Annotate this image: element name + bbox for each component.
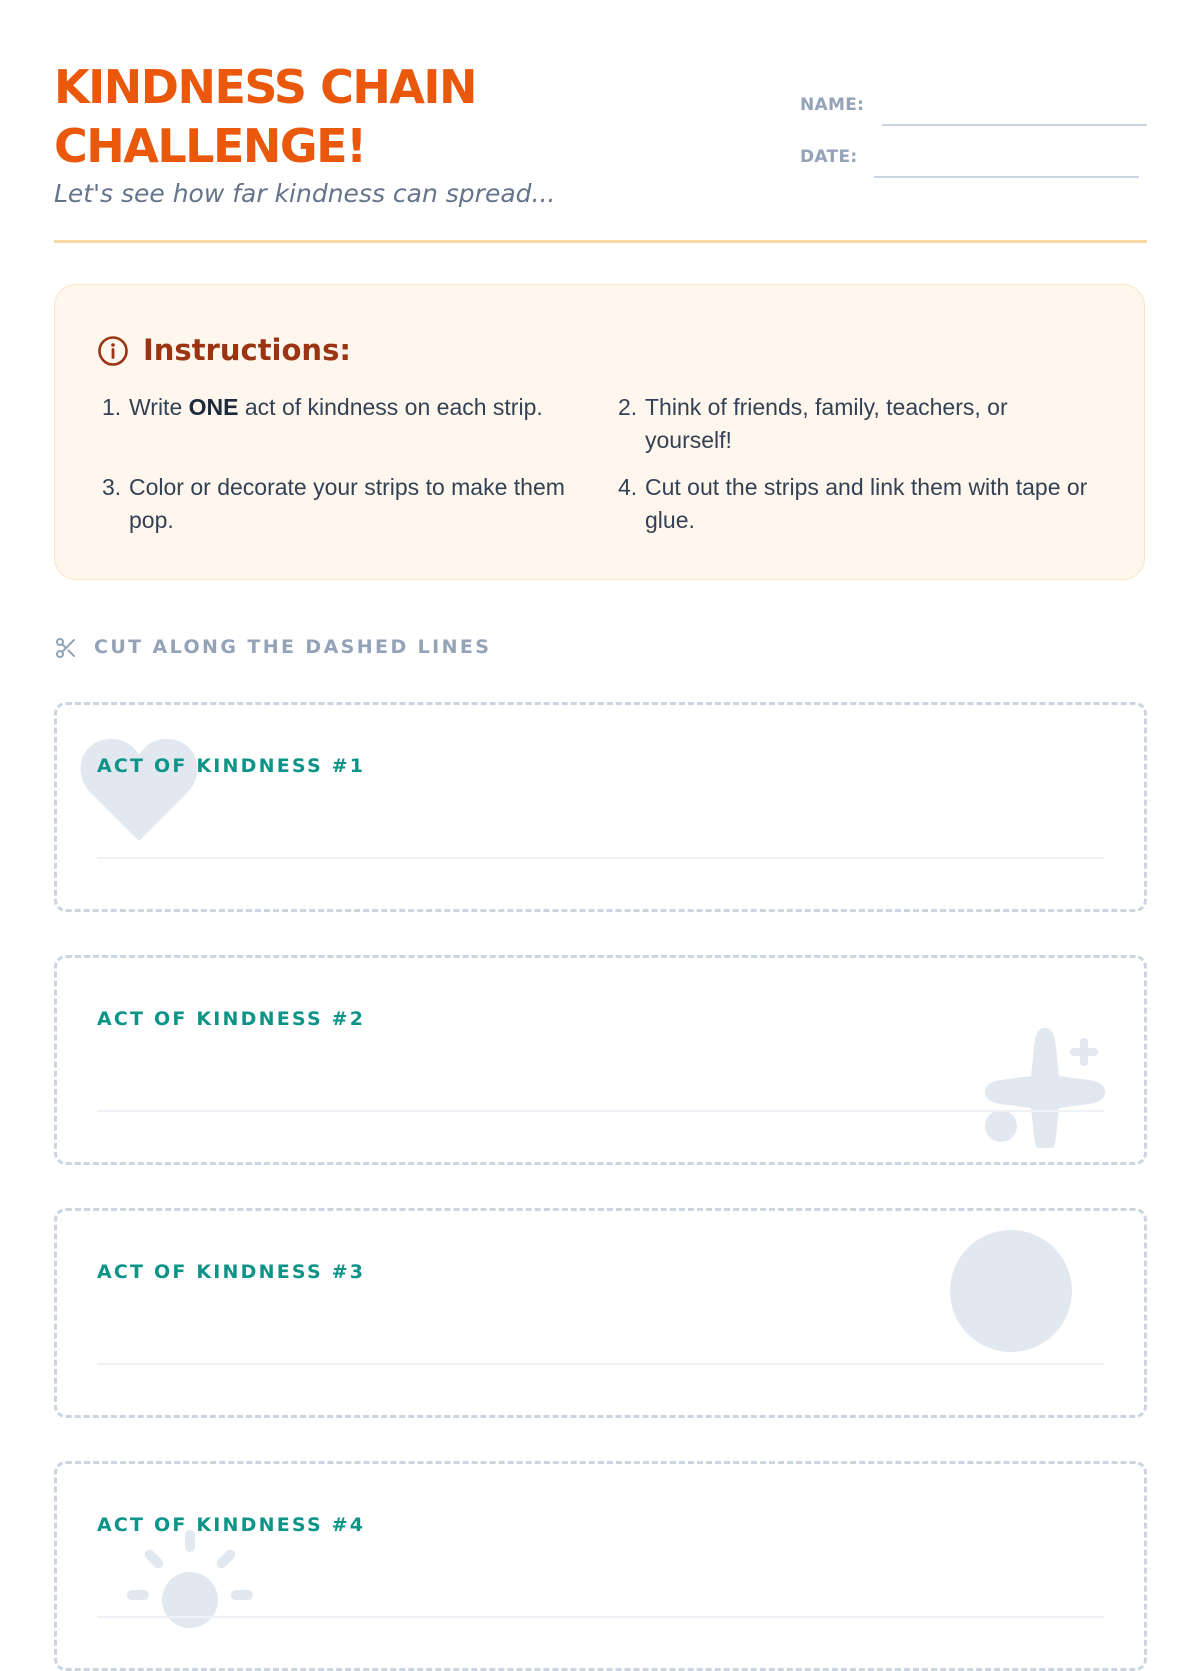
step-text-emphasis: ONE xyxy=(188,394,239,420)
instructions-box xyxy=(54,284,1145,580)
page-title xyxy=(54,58,614,176)
instructions-title: Instructions: xyxy=(143,333,351,367)
title-line-1: KINDNESS CHAIN xyxy=(54,60,477,114)
instruction-step-4 xyxy=(618,471,1098,537)
name-field[interactable] xyxy=(800,88,1147,128)
kindness-strip-1[interactable] xyxy=(54,702,1147,912)
step-number: 4. xyxy=(618,474,638,500)
instruction-step-1 xyxy=(102,391,582,424)
sun-icon xyxy=(125,1530,255,1660)
writing-line[interactable] xyxy=(97,1363,1104,1365)
step-text: Think of friends, family, teachers, or yourself! xyxy=(645,394,1008,453)
sparkle-icon xyxy=(981,1018,1111,1148)
heart-icon xyxy=(77,735,201,845)
strip-label: ACT OF KINDNESS #4 xyxy=(97,1514,366,1536)
kindness-strip-4[interactable] xyxy=(54,1461,1147,1671)
step-text: Color or decorate your strips to make them pop. xyxy=(129,474,565,533)
info-icon xyxy=(97,335,129,367)
step-number: 1. xyxy=(102,394,122,420)
step-text-part: act of kindness on each strip. xyxy=(238,394,543,420)
circle-icon xyxy=(949,1229,1073,1353)
worksheet-page xyxy=(54,0,1147,1600)
instruction-step-3 xyxy=(102,471,582,537)
title-line-2: CHALLENGE! xyxy=(54,119,366,173)
writing-line[interactable] xyxy=(97,857,1104,859)
name-label: NAME: xyxy=(800,95,865,115)
name-line[interactable] xyxy=(882,124,1147,126)
step-text-part: Write xyxy=(129,394,189,420)
step-number: 3. xyxy=(102,474,122,500)
scissors-icon xyxy=(54,636,78,660)
date-line[interactable] xyxy=(874,176,1139,178)
date-field[interactable] xyxy=(800,140,1147,180)
cut-instruction-label: CUT ALONG THE DASHED LINES xyxy=(94,636,492,658)
instruction-step-2 xyxy=(618,391,1098,457)
step-text xyxy=(102,391,582,424)
step-number: 2. xyxy=(618,394,638,420)
kindness-strip-3[interactable] xyxy=(54,1208,1147,1418)
header-divider xyxy=(54,240,1147,243)
step-text: Cut out the strips and link them with tape or glue. xyxy=(645,474,1088,533)
strip-label: ACT OF KINDNESS #1 xyxy=(97,755,366,777)
kindness-strip-2[interactable] xyxy=(54,955,1147,1165)
page-subtitle: Let's see how far kindness can spread... xyxy=(54,179,556,208)
strip-label: ACT OF KINDNESS #2 xyxy=(97,1008,366,1030)
writing-line[interactable] xyxy=(97,1616,1104,1618)
worksheet-header xyxy=(54,0,1147,244)
date-label: DATE: xyxy=(800,147,858,167)
strip-label: ACT OF KINDNESS #3 xyxy=(97,1261,366,1283)
writing-line[interactable] xyxy=(97,1110,1104,1112)
